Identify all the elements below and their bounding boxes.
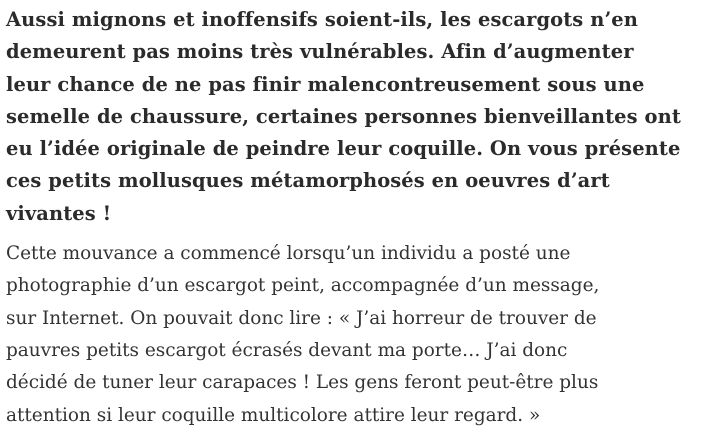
body-line: attention si leur coquille multicolore attire leur regard. » [6, 404, 541, 426]
article [6, 0, 696, 432]
lead-paragraph [6, 0, 696, 230]
lead-line: Aussi mignons et inoffensifs soient-ils, les escargots n’en [6, 8, 639, 31]
lead-line: leur chance de ne pas finir malencontreusement sous une [6, 72, 645, 96]
lead-line: semelle de chaussure, certaines personnes bienveillantes ont [6, 104, 681, 128]
body-line: Cette mouvance a commencé lorsqu’un individu a posté une [6, 243, 571, 265]
lead-line: ces petits mollusques métamorphosés en oeuvres d’art [6, 169, 610, 193]
body-line: pauvres petits escargot écrasés devant ma porte… J’ai donc [6, 339, 568, 361]
body-line: décidé de tuner leur carapaces ! Les gens feront peut-être plus [6, 372, 599, 394]
body-line: photographie d’un escargot peint, accompagnée d’un message, [6, 275, 600, 297]
body-paragraph [6, 230, 696, 432]
lead-line: vivantes ! [6, 201, 112, 225]
lead-line: demeurent pas moins très vulnérables. Afin d’augmenter [6, 40, 634, 64]
lead-line: eu l’idée originale de peindre leur coquille. On vous présente [6, 137, 681, 161]
body-line: sur Internet. On pouvait donc lire : « J’ai horreur de trouver de [6, 307, 597, 329]
